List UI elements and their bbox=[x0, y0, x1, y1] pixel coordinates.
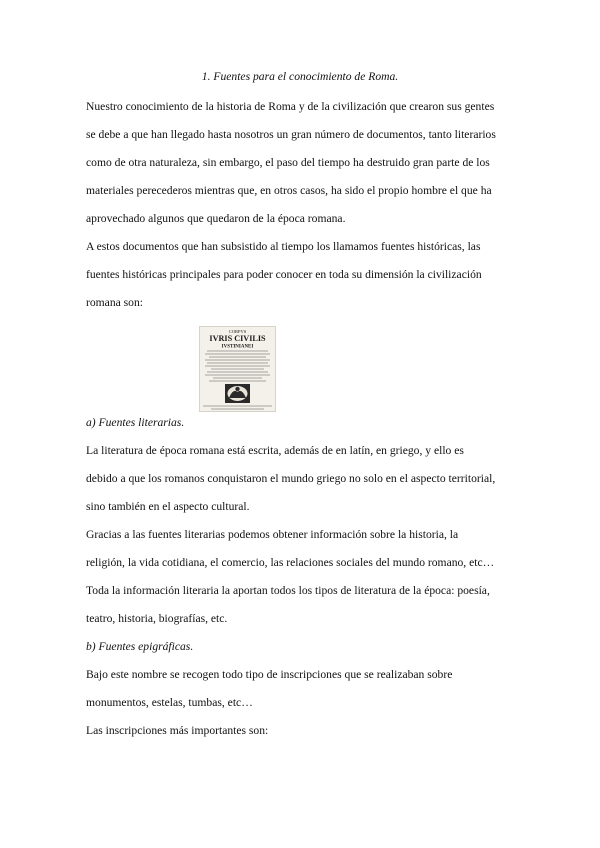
paragraph-line: La literatura de época romana está escrita, además de en latín, en griego, y ello es bbox=[86, 444, 464, 457]
paragraph-line: Las inscripciones más importantes son: bbox=[86, 724, 269, 737]
paragraph-line: Gracias a las fuentes literarias podemos obtener información sobre la historia, la bbox=[86, 528, 459, 541]
paragraph-line: Bajo este nombre se recogen todo tipo de inscripciones que se realizaban sobre bbox=[86, 668, 453, 681]
page-title: 1. Fuentes para el conocimiento de Roma. bbox=[201, 70, 399, 83]
corpus-iuris-title-page-image bbox=[199, 326, 276, 412]
paragraph-line: sino también en el aspecto cultural. bbox=[86, 500, 250, 513]
paragraph-line: romana son: bbox=[86, 296, 143, 309]
paragraph-line: teatro, historia, biografías, etc. bbox=[86, 612, 228, 625]
paragraph-line: se debe a que han llegado hasta nosotros un gran número de documentos, tanto literarios bbox=[86, 128, 496, 141]
paragraph-line: religión, la vida cotidiana, el comercio, las relaciones sociales del mundo romano, etc… bbox=[86, 556, 495, 569]
paragraph-line: monumentos, estelas, tumbas, etc… bbox=[86, 696, 253, 709]
figure-title-line2: IVSTINIANEI bbox=[221, 344, 254, 350]
paragraph-line: Nuestro conocimiento de la historia de Roma y de la civilización que crearon sus gentes bbox=[86, 100, 495, 113]
figure-top-text: CORPVS bbox=[228, 329, 247, 334]
paragraph-line: materiales perecederos mientras que, en otros casos, ha sido el propio hombre el que ha bbox=[86, 184, 492, 197]
section-heading: b) Fuentes epigráficas. bbox=[86, 640, 194, 653]
paragraph-line: como de otra naturaleza, sin embargo, el paso del tiempo ha destruido gran parte de los bbox=[86, 156, 490, 169]
paragraph-line: fuentes históricas principales para poder conocer en toda su dimensión la civilización bbox=[86, 268, 482, 281]
paragraph-line: aprovechado algunos que quedaron de la época romana. bbox=[86, 212, 346, 225]
paragraph-line: A estos documentos que han subsistido al tiempo los llamamos fuentes históricas, las bbox=[86, 240, 481, 253]
paragraph-line: debido a que los romanos conquistaron el mundo griego no solo en el aspecto territorial, bbox=[86, 472, 496, 485]
paragraph-line: Toda la información literaria la aportan todos los tipos de literatura de la época: poesía, bbox=[86, 584, 490, 597]
figure-title-line1: IVRIS CIVILIS bbox=[209, 334, 266, 343]
printer-device-emblem bbox=[225, 384, 250, 403]
section-heading: a) Fuentes literarias. bbox=[86, 416, 185, 429]
